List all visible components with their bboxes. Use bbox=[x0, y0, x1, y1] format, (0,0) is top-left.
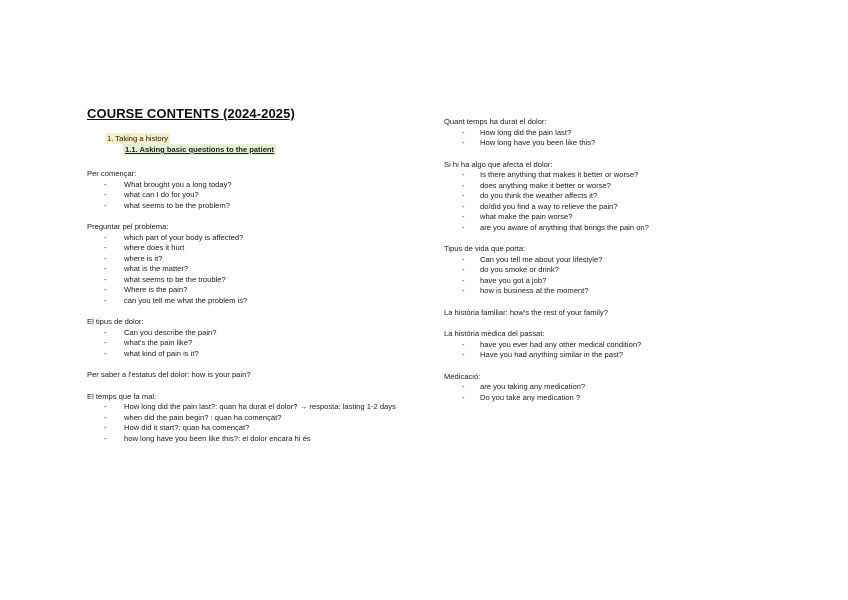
document-title: COURSE CONTENTS (2024-2025) bbox=[87, 106, 295, 121]
question-text: Do you take any medication ? bbox=[480, 392, 581, 402]
question-list bbox=[87, 328, 417, 360]
question-item bbox=[444, 170, 774, 181]
bullet-dash-icon: - bbox=[104, 327, 107, 337]
question-list bbox=[444, 170, 774, 233]
question-text: does anything make it better or worse? bbox=[480, 180, 611, 190]
question-item bbox=[87, 434, 417, 445]
bullet-dash-icon: - bbox=[462, 127, 465, 137]
bullet-dash-icon: - bbox=[462, 191, 465, 200]
section-heading: El tipus de dolor: bbox=[87, 317, 144, 326]
bullet-dash-icon: - bbox=[462, 265, 465, 274]
bullet-dash-icon: - bbox=[462, 392, 465, 402]
question-section bbox=[444, 308, 774, 319]
question-item bbox=[87, 423, 417, 434]
bullet-dash-icon: - bbox=[104, 190, 107, 199]
bullet-dash-icon: - bbox=[104, 295, 107, 305]
bullet-dash-icon: - bbox=[462, 275, 465, 285]
question-section bbox=[444, 117, 774, 149]
question-text: how long have you been like this?: el dolor encara hi és bbox=[124, 433, 311, 443]
section-heading: Tipus de vida que porta: bbox=[444, 244, 526, 253]
question-section bbox=[87, 370, 417, 381]
question-text: what seems to be the trouble? bbox=[124, 274, 226, 284]
bullet-dash-icon: - bbox=[462, 138, 465, 147]
question-item bbox=[87, 180, 417, 191]
question-item bbox=[87, 243, 417, 254]
question-list bbox=[444, 382, 774, 403]
bullet-dash-icon: - bbox=[104, 253, 107, 263]
question-text: have you ever had any other medical condition? bbox=[480, 339, 642, 349]
section-heading: Si hi ha algo que afecta el dolor: bbox=[444, 159, 553, 169]
question-text: How long have you been like this? bbox=[480, 138, 596, 147]
bullet-dash-icon: - bbox=[104, 338, 107, 347]
question-list bbox=[444, 340, 774, 361]
question-list bbox=[444, 255, 774, 297]
question-item bbox=[444, 382, 774, 393]
bullet-dash-icon: - bbox=[462, 350, 465, 359]
question-text: Where is the pain? bbox=[124, 285, 188, 294]
section-heading: La història familiar: how's the rest of your family? bbox=[444, 307, 608, 317]
question-text: what kind of pain is it? bbox=[124, 348, 199, 358]
question-item bbox=[87, 190, 417, 201]
bullet-dash-icon: - bbox=[104, 232, 107, 242]
question-item bbox=[444, 202, 774, 213]
left-sections bbox=[87, 169, 417, 444]
question-text: where is it? bbox=[124, 253, 163, 263]
question-text: have you got a job? bbox=[480, 275, 547, 285]
question-item bbox=[444, 350, 774, 361]
section-heading: Per començar: bbox=[87, 169, 137, 178]
outline-level2: 1.1. Asking basic questions to the patient bbox=[125, 145, 275, 154]
outline bbox=[105, 133, 417, 155]
question-text: What brought you a long today? bbox=[124, 179, 232, 189]
question-item bbox=[87, 338, 417, 349]
question-list bbox=[87, 180, 417, 212]
bullet-dash-icon: - bbox=[104, 179, 107, 189]
section-heading: Preguntar pel problema: bbox=[87, 222, 169, 231]
question-text: do/did you find a way to relieve the pain? bbox=[480, 201, 618, 211]
question-text: do you think the weather affects it? bbox=[480, 191, 598, 200]
right-column bbox=[444, 117, 774, 414]
question-item bbox=[87, 413, 417, 424]
question-section bbox=[444, 329, 774, 361]
question-text: are you aware of anything that brings the pain on? bbox=[480, 222, 649, 232]
question-text: when did the pain begin? : quan ha començat? bbox=[124, 412, 282, 422]
question-item bbox=[444, 212, 774, 223]
question-item bbox=[87, 264, 417, 275]
question-item bbox=[87, 254, 417, 265]
question-item bbox=[444, 191, 774, 202]
question-list bbox=[87, 233, 417, 307]
question-item bbox=[444, 181, 774, 192]
bullet-dash-icon: - bbox=[104, 412, 107, 422]
question-section bbox=[444, 372, 774, 404]
question-text: where does it hurt bbox=[124, 243, 185, 252]
question-item bbox=[87, 296, 417, 307]
bullet-dash-icon: - bbox=[462, 180, 465, 190]
question-text: do you smoke or drink? bbox=[480, 265, 559, 274]
question-text: How long did the pain last?: quan ha durat el dolor? → resposta: lasting 1-2 days bbox=[124, 402, 396, 411]
bullet-dash-icon: - bbox=[104, 243, 107, 252]
bullet-dash-icon: - bbox=[104, 433, 107, 443]
bullet-dash-icon: - bbox=[104, 402, 107, 411]
question-list bbox=[444, 128, 774, 149]
section-heading: Per saber a l'estatus del dolor: how is your pain? bbox=[87, 370, 251, 379]
bullet-dash-icon: - bbox=[462, 286, 465, 295]
question-text: what's the pain like? bbox=[124, 338, 193, 347]
bullet-dash-icon: - bbox=[104, 423, 107, 432]
question-text: are you taking any medication? bbox=[480, 382, 586, 391]
question-text: Is there anything that makes it better or worse? bbox=[480, 170, 639, 179]
question-section bbox=[444, 244, 774, 297]
question-item bbox=[444, 393, 774, 404]
question-item bbox=[87, 233, 417, 244]
question-item bbox=[87, 328, 417, 339]
question-text: what seems to be the problem? bbox=[124, 200, 230, 210]
bullet-dash-icon: - bbox=[462, 212, 465, 221]
question-section bbox=[87, 317, 417, 359]
question-item bbox=[444, 128, 774, 139]
question-item bbox=[87, 275, 417, 286]
bullet-dash-icon: - bbox=[462, 254, 465, 264]
question-text: can you tell me what the problem is? bbox=[124, 295, 248, 305]
question-list bbox=[87, 402, 417, 444]
bullet-dash-icon: - bbox=[104, 274, 107, 284]
right-sections bbox=[444, 117, 774, 403]
question-section bbox=[87, 169, 417, 211]
bullet-dash-icon: - bbox=[104, 285, 107, 294]
bullet-dash-icon: - bbox=[104, 200, 107, 210]
left-column bbox=[87, 106, 417, 455]
question-item bbox=[444, 223, 774, 234]
outline-level1: 1. Taking a history bbox=[107, 134, 169, 143]
question-item bbox=[444, 255, 774, 266]
question-item bbox=[444, 286, 774, 297]
question-section bbox=[87, 392, 417, 445]
bullet-dash-icon: - bbox=[462, 222, 465, 232]
question-text: How did it start?: quan ha començat? bbox=[124, 423, 250, 432]
question-text: Can you tell me about your lifestyle? bbox=[480, 254, 603, 264]
question-text: How long did the pain last? bbox=[480, 127, 572, 137]
question-item bbox=[444, 265, 774, 276]
bullet-dash-icon: - bbox=[462, 339, 465, 349]
bullet-dash-icon: - bbox=[462, 201, 465, 211]
question-text: which part of your body is affected? bbox=[124, 232, 244, 242]
question-text: what make the pain worse? bbox=[480, 212, 573, 221]
question-item bbox=[444, 276, 774, 287]
question-text: Can you describe the pain? bbox=[124, 327, 217, 337]
question-item bbox=[444, 340, 774, 351]
question-item bbox=[87, 285, 417, 296]
question-text: Have you had anything similar in the past? bbox=[480, 350, 624, 359]
bullet-dash-icon: - bbox=[104, 348, 107, 358]
section-heading: Medicació: bbox=[444, 371, 481, 381]
bullet-dash-icon: - bbox=[462, 170, 465, 179]
question-item bbox=[87, 201, 417, 212]
question-item bbox=[444, 138, 774, 149]
section-heading: El temps que fa mal: bbox=[87, 391, 157, 401]
question-item bbox=[87, 349, 417, 360]
bullet-dash-icon: - bbox=[462, 382, 465, 391]
question-section bbox=[444, 160, 774, 234]
section-heading: Quant temps ha durat el dolor: bbox=[444, 117, 547, 126]
question-text: what can I do for you? bbox=[124, 190, 199, 199]
question-text: how is business at the moment? bbox=[480, 286, 589, 295]
question-section bbox=[87, 222, 417, 306]
question-item bbox=[87, 402, 417, 413]
section-heading: La història mèdica del passat: bbox=[444, 329, 545, 338]
bullet-dash-icon: - bbox=[104, 264, 107, 273]
question-text: what is the matter? bbox=[124, 264, 189, 273]
